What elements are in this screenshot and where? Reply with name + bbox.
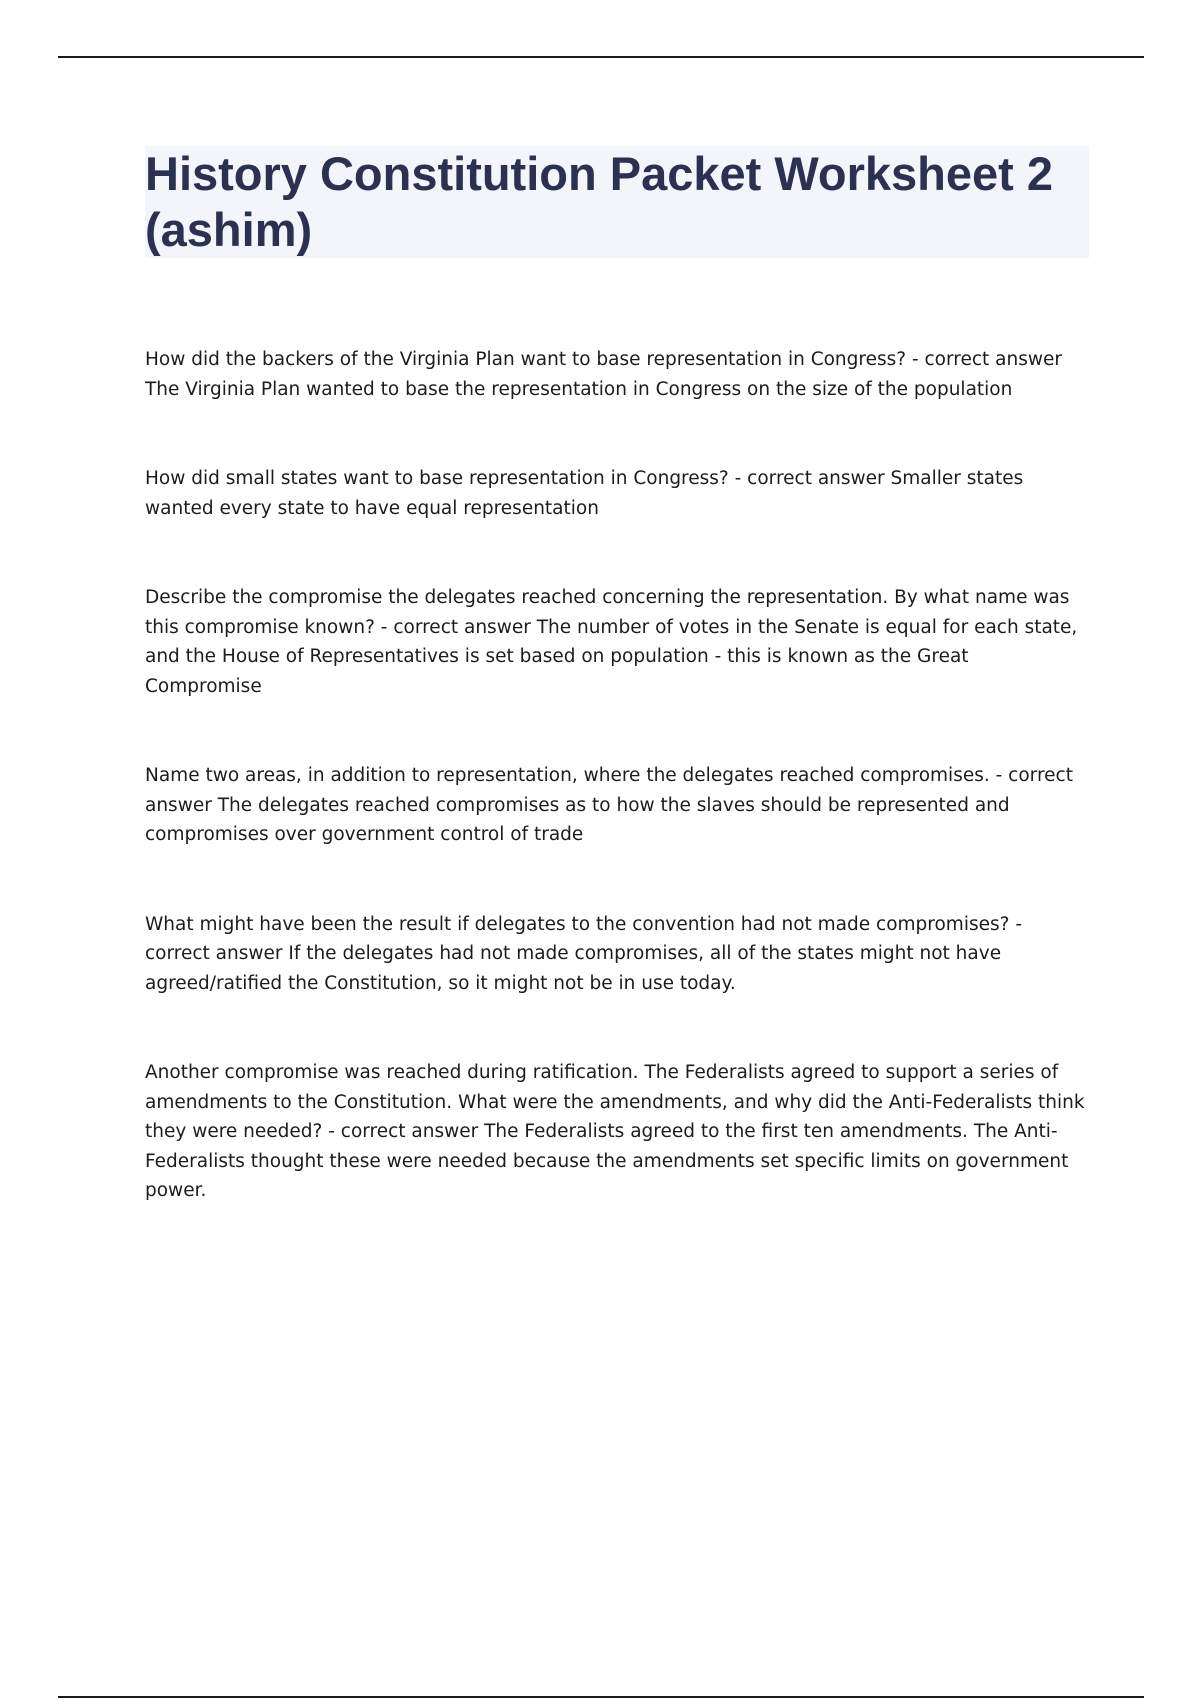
qa-item: What might have been the result if delegates to the convention had not made compromises? - correct answer If the delegates had not made compromises, all of the states might not have agreed/ratified the Constitution, so it might not be in use today.	[145, 913, 1022, 994]
page-title: History Constitution Packet Worksheet 2 (ashim)	[145, 147, 1053, 256]
qa-item: Another compromise was reached during ratification. The Federalists agreed to support a series of amendments to the Constitution. What were the amendments, and why did the Anti-Federalists think they were needed? - correct answer The Federalists agreed to the first ten amendments. The Anti-Federalists thought these were needed because the amendments set specific limits on government power.	[145, 1062, 1085, 1201]
header-rule	[58, 56, 1144, 58]
title-block	[145, 146, 1089, 258]
qa-item: Name two areas, in addition to representation, where the delegates reached compromises. - correct answer The delegates reached compromises as to how the slaves should be represented and compromises over government control of trade	[145, 765, 1073, 845]
qa-item: How did small states want to base representation in Congress? - correct answer Smaller states wanted every state to have equal representation	[145, 468, 1024, 519]
footer-rule	[58, 1696, 1144, 1698]
qa-item: How did the backers of the Virginia Plan want to base representation in Congress? - correct answer The Virginia Plan wanted to base the representation in Congress on the size of the population	[145, 349, 1062, 400]
qa-list	[145, 345, 1090, 1266]
qa-item: Describe the compromise the delegates reached concerning the representation. By what name was this compromise known? - correct answer The number of votes in the Senate is equal for each state, and the House of Representatives is set based on population - this is known as the Great Compromise	[145, 587, 1078, 697]
